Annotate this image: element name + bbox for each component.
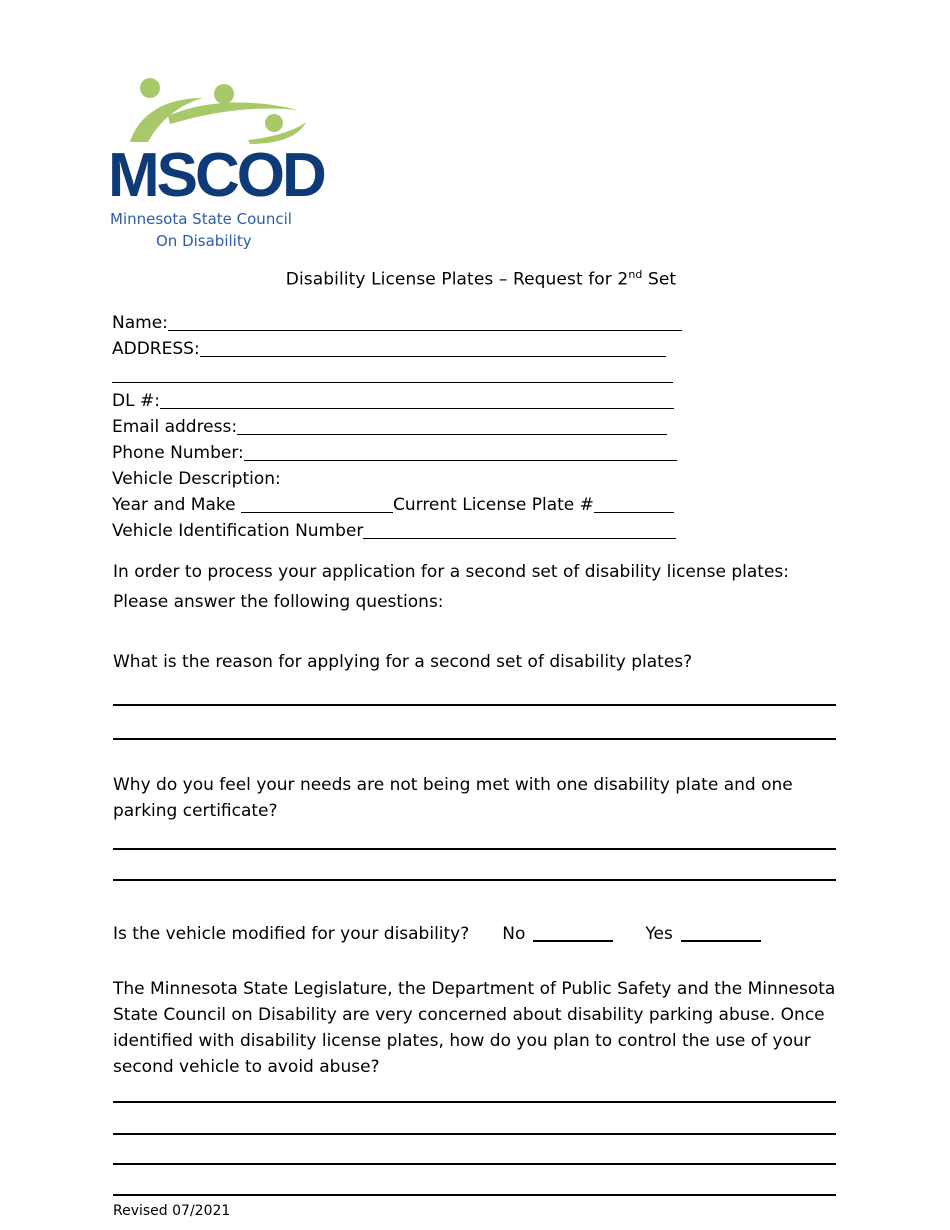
name-input-line[interactable] xyxy=(168,313,682,331)
vin-label: Vehicle Identification Number xyxy=(112,521,364,541)
intro-line-1: In order to process your application for a second set of disability license plates: xyxy=(113,562,790,582)
q1-answer-line-1[interactable] xyxy=(113,704,836,706)
question-1: What is the reason for applying for a second set of disability plates? xyxy=(113,652,693,672)
vehicle-description-label: Vehicle Description: xyxy=(112,469,281,489)
q3-yes-input-line[interactable] xyxy=(681,923,761,942)
current-plate-label: Current License Plate # xyxy=(392,495,594,515)
year-make-label: Year and Make xyxy=(112,495,241,515)
address-label: ADDRESS: xyxy=(112,339,200,359)
q3-yes-label: Yes xyxy=(645,924,673,944)
q4-answer-line-4[interactable] xyxy=(113,1194,836,1196)
logo-org-line1: Minnesota State Council xyxy=(110,210,292,228)
revised-date: Revised 07/2021 xyxy=(113,1203,231,1219)
logo-graphic xyxy=(108,76,340,252)
phone-input-line[interactable] xyxy=(244,443,677,461)
q3-no-label: No xyxy=(502,924,526,944)
title-suffix: Set xyxy=(642,269,677,290)
address-input-line[interactable] xyxy=(200,339,666,357)
email-label: Email address: xyxy=(112,417,238,437)
logo-acronym: MSCOD xyxy=(108,141,324,210)
year-make-input-line[interactable] xyxy=(241,495,393,513)
page-title xyxy=(0,268,950,290)
logo-head-1 xyxy=(140,78,160,98)
intro-line-2: Please answer the following questions: xyxy=(113,592,444,612)
phone-field xyxy=(112,441,677,463)
dl-field xyxy=(112,389,674,411)
question-3-row xyxy=(113,922,761,944)
q1-answer-line-2[interactable] xyxy=(113,738,836,740)
logo-org-line2: On Disability xyxy=(156,232,252,250)
q4-answer-line-1[interactable] xyxy=(113,1101,836,1103)
question-4: The Minnesota State Legislature, the Department of Public Safety and the Minnesota State Council on Disability are very concerned about disability parking abuse. Once identified with disability license plates, how do you plan to control the use of your second vehicle to avoid abuse? xyxy=(113,979,836,1077)
question-2: Why do you feel your needs are not being met with one disability plate and one parking certificate? xyxy=(113,775,793,821)
current-plate-input-line[interactable] xyxy=(594,495,674,513)
dl-label: DL #: xyxy=(112,391,160,411)
phone-label: Phone Number: xyxy=(112,443,244,463)
title-sup: nd xyxy=(628,268,643,281)
name-label: Name: xyxy=(112,313,168,333)
year-make-plate-row xyxy=(112,493,674,515)
q4-answer-line-3[interactable] xyxy=(113,1163,836,1165)
vin-field xyxy=(112,519,676,541)
email-field xyxy=(112,415,667,437)
address-field xyxy=(112,337,666,359)
q2-answer-line-1[interactable] xyxy=(113,848,836,850)
address-input-line-2[interactable] xyxy=(112,365,673,383)
vin-input-line[interactable] xyxy=(363,521,676,539)
email-input-line[interactable] xyxy=(237,417,667,435)
logo-head-2 xyxy=(214,84,234,104)
dl-input-line[interactable] xyxy=(160,391,674,409)
intro-text xyxy=(113,557,843,617)
q3-no-input-line[interactable] xyxy=(533,923,613,942)
question-3: Is the vehicle modified for your disability? xyxy=(113,924,470,944)
address-line-2 xyxy=(112,363,673,385)
logo-swoosh-1 xyxy=(130,98,203,142)
vehicle-description-label-row xyxy=(112,467,281,489)
name-field xyxy=(112,311,682,333)
logo-head-3 xyxy=(265,114,283,132)
q2-answer-line-2[interactable] xyxy=(113,879,836,881)
q4-answer-line-2[interactable] xyxy=(113,1133,836,1135)
mscod-logo xyxy=(108,76,340,252)
title-prefix: Disability License Plates – Request for 2 xyxy=(285,269,629,290)
